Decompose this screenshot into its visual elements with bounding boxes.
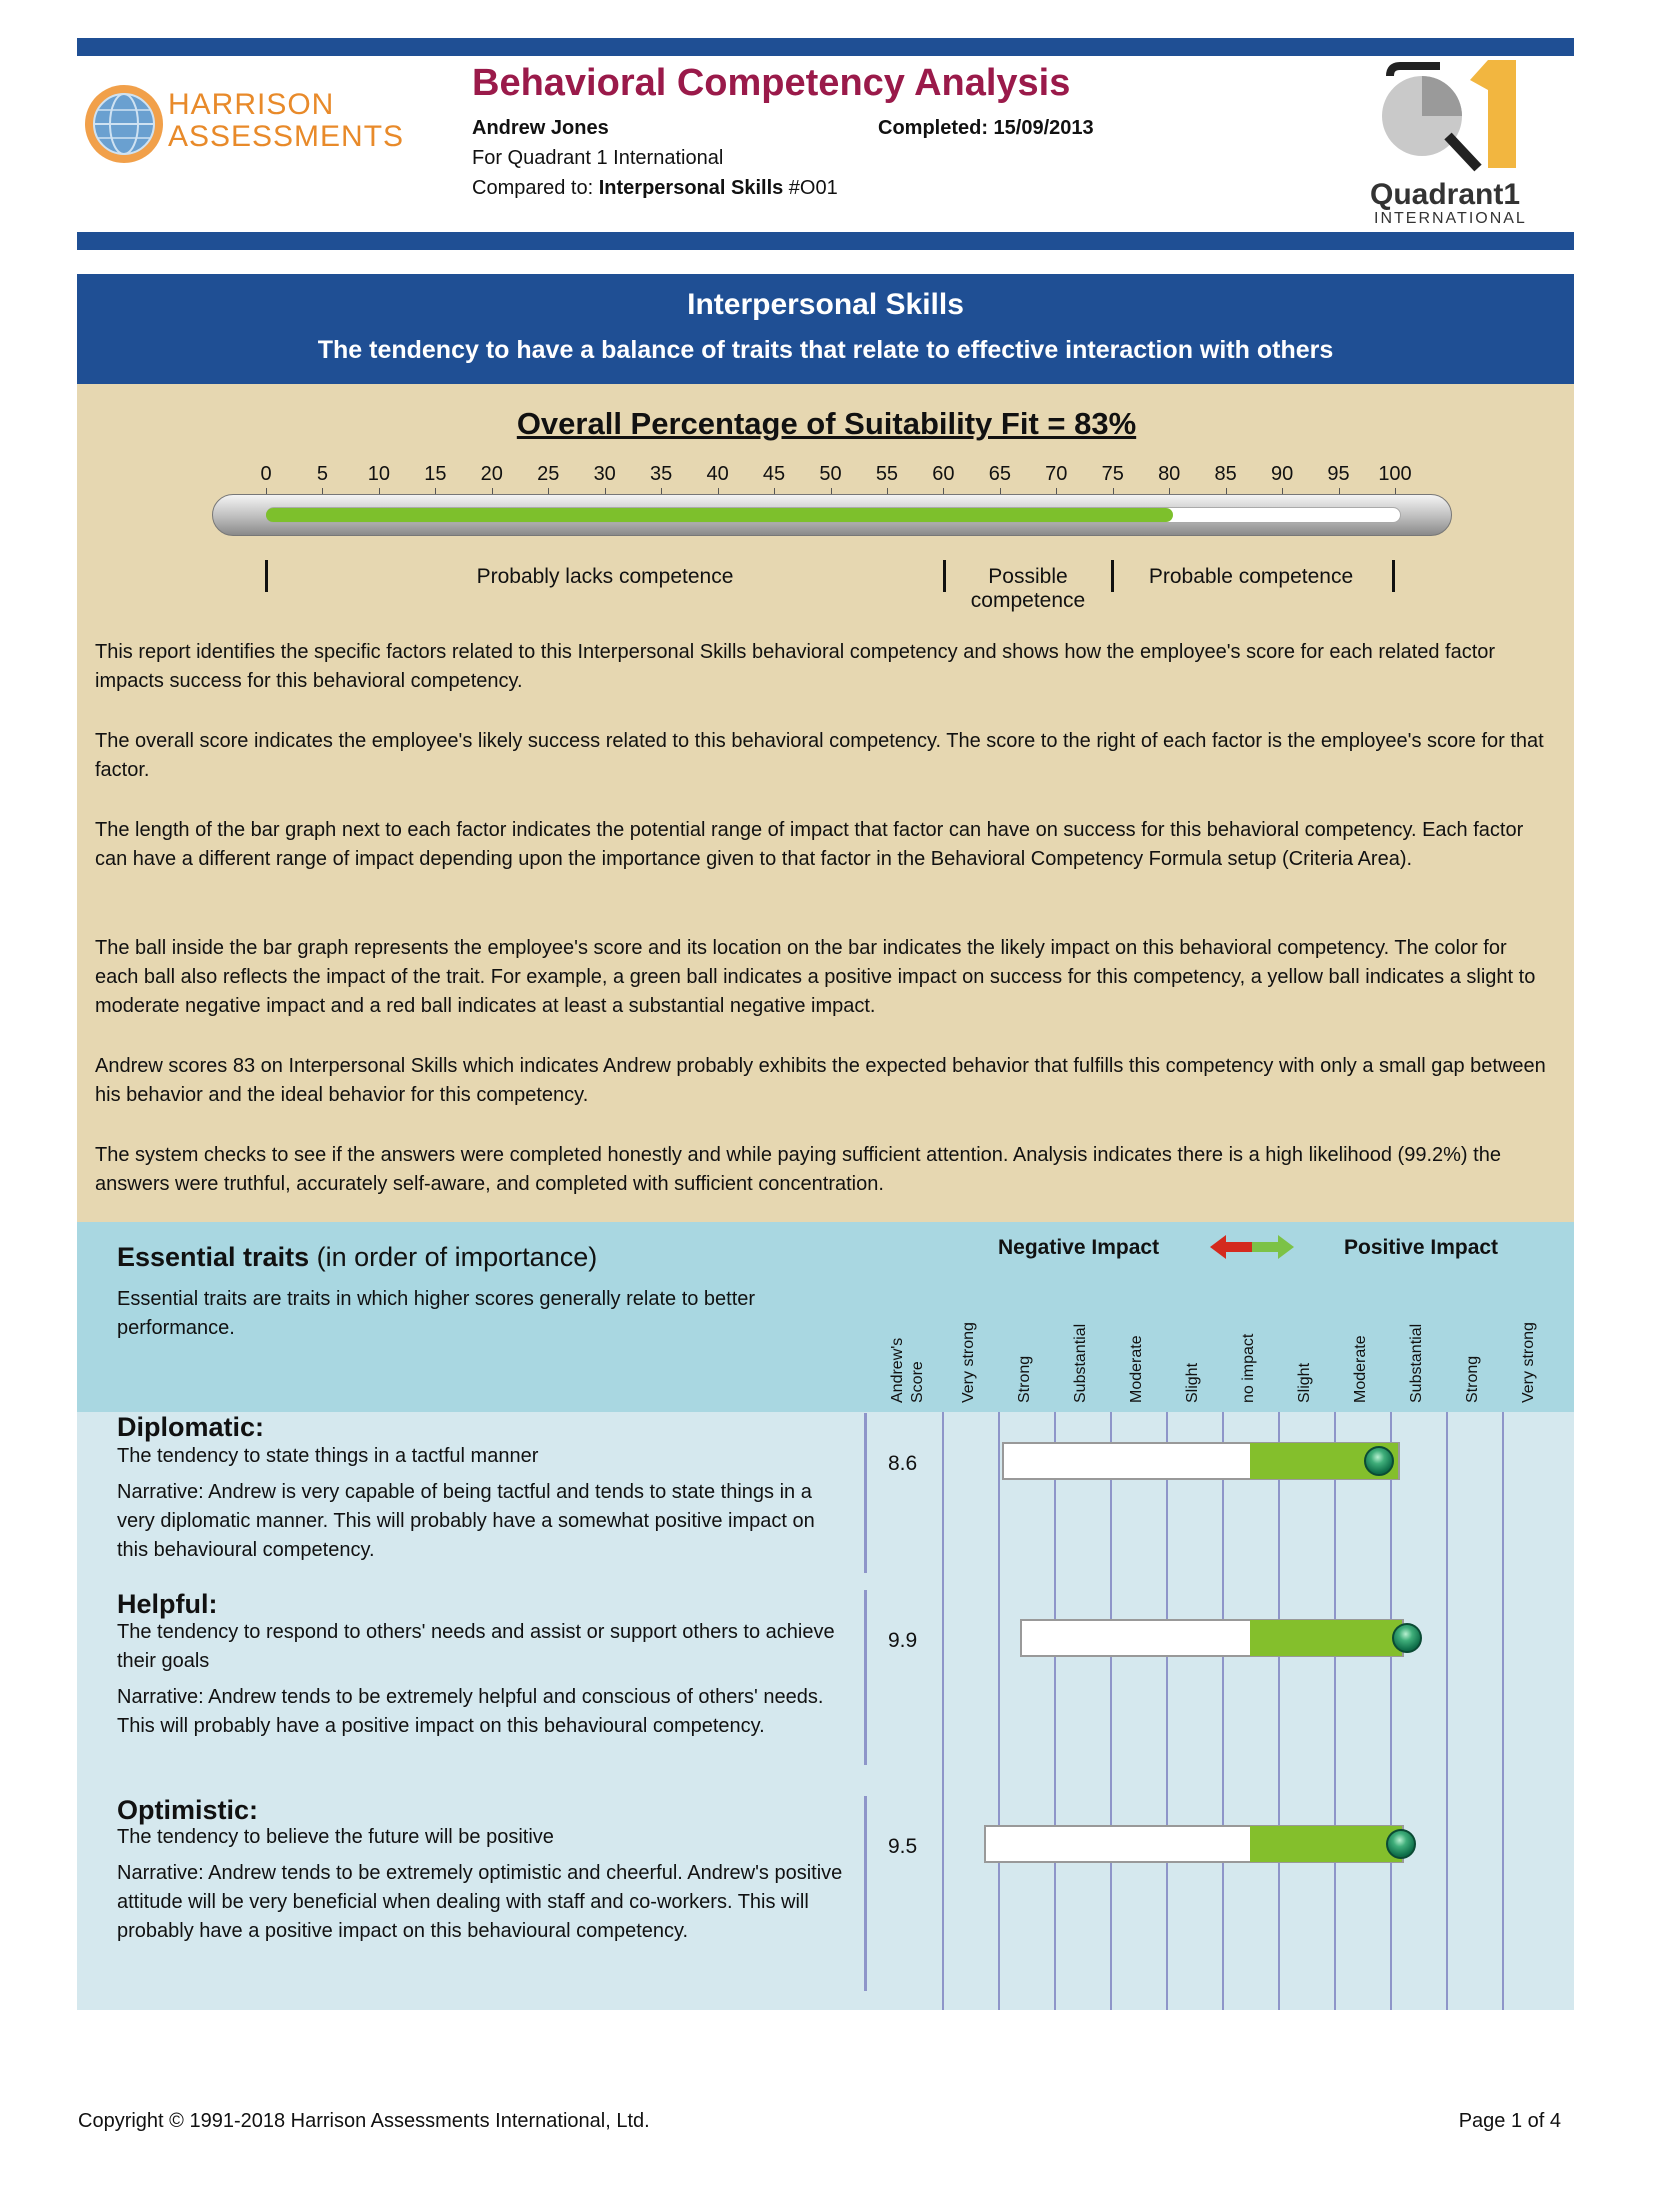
section-title: Interpersonal Skills <box>687 288 964 321</box>
impact-column-line <box>1166 1412 1168 2010</box>
fit-tick-label: 45 <box>762 463 786 485</box>
range-divider-100 <box>1392 560 1395 592</box>
fit-tick-label: 90 <box>1270 463 1294 485</box>
page-title: Behavioral Competency Analysis <box>472 62 1071 104</box>
fit-tick-label: 60 <box>932 463 955 485</box>
score-ball-icon <box>1386 1829 1416 1859</box>
impact-column-label: Substantial <box>1072 1323 1089 1403</box>
range-probable: Probable competence <box>1148 565 1354 588</box>
completed-date: Completed: 15/09/2013 <box>878 117 1094 139</box>
fit-tick-label: 75 <box>1101 463 1124 485</box>
impact-column-label: Very strong <box>960 1322 977 1403</box>
traits-description: Essential traits are traits in which higher scores generally relate to better performance. <box>117 1288 756 1339</box>
compared-code: #O01 <box>783 177 838 199</box>
impact-column-label: Slight <box>1296 1362 1313 1403</box>
impact-column-line <box>998 1412 1000 2010</box>
quadrant1-logo-line2: INTERNATIONAL <box>1374 210 1527 227</box>
traits-title-suffix: (in order of importance) <box>309 1242 598 1272</box>
harrison-logo-line1: HARRISON <box>168 88 335 121</box>
honesty-paragraph: The system checks to see if the answers were completed honestly and while paying sufficient attention. Analysis indicates there is a high likelihood (99.2%) the answers were truthful, accurately self-aware, and completed with sufficient concentration. <box>95 1144 1501 1195</box>
range-lacks: Probably lacks competence <box>476 565 734 588</box>
fit-tick-label: 55 <box>875 463 899 485</box>
fit-tick-label: 0 <box>260 463 272 485</box>
harrison-logo <box>82 80 405 170</box>
for-line: For Quadrant 1 International <box>472 147 724 169</box>
impact-column-label: Strong <box>1464 1355 1481 1403</box>
compared-competency: Interpersonal Skills <box>598 177 784 199</box>
impact-column-label: Substantial <box>1408 1323 1425 1403</box>
score-ball-icon <box>1392 1623 1422 1653</box>
fit-tick-label: 85 <box>1214 463 1237 485</box>
fit-tick-label: 95 <box>1327 463 1350 485</box>
trait-score: 8.6 <box>888 1452 918 1475</box>
compared-line <box>472 173 838 203</box>
positive-impact-label: Positive Impact <box>1344 1236 1499 1259</box>
range-possible-line1: Possible <box>988 565 1068 588</box>
intro-paragraph: This report identifies the specific factors related to this Interpersonal Skills behavioral competency and shows how the employee's score for each related factor impacts success for this behavioral competency. <box>95 641 1496 692</box>
trait-name: Optimistic: <box>117 1795 259 1825</box>
impact-column-line <box>1502 1412 1504 2010</box>
quadrant1-mark-icon <box>1370 56 1530 176</box>
trait-score-divider <box>864 1796 867 1991</box>
trait-score: 9.9 <box>888 1629 918 1652</box>
impact-column-label: Moderate <box>1128 1335 1145 1403</box>
fit-tick-label: 80 <box>1158 463 1181 485</box>
traits-title-bold: Essential traits <box>117 1242 310 1272</box>
impact-column-line <box>1334 1412 1336 2010</box>
score-summary-paragraph: Andrew scores 83 on Interpersonal Skills which indicates Andrew probably exhibits the expected behavior that fulfills this competency with only a small gap between his behavior and the ideal behavior for this competency. <box>95 1055 1546 1106</box>
trait-name: Helpful: <box>117 1589 218 1619</box>
impact-column-line <box>1278 1412 1280 2010</box>
trait-score: 9.5 <box>888 1835 918 1858</box>
range-divider-60 <box>943 560 946 592</box>
section-header <box>77 274 1574 384</box>
quadrant1-logo-line1: Quadrant1 <box>1370 178 1521 211</box>
fit-tick-label: 5 <box>316 463 328 485</box>
fit-tick-label: 35 <box>650 463 673 485</box>
impact-column-line <box>1054 1412 1056 2010</box>
impact-column-label: Slight <box>1184 1362 1201 1403</box>
traits-title <box>117 1242 597 1273</box>
trait-narrative: Narrative: Andrew tends to be extremely optimistic and cheerful. Andrew's positive attitude will be very beneficial when dealing with staff and co-workers. This will probably have a positive impact on this behavioural competency. <box>117 1862 843 1942</box>
harrison-logo-line2: ASSESSMENTS <box>168 120 405 153</box>
fit-tick-label: 20 <box>480 463 503 485</box>
section-subtitle: The tendency to have a balance of traits that relate to effective interaction with others <box>317 336 1334 364</box>
impact-arrows-icon <box>1210 1232 1294 1262</box>
impact-column-label: Very strong <box>1520 1322 1537 1403</box>
trait-score-divider <box>864 1590 867 1765</box>
employee-name: Andrew Jones <box>472 117 609 139</box>
trait-definition: The tendency to respond to others' needs and assist or support others to achieve their goals <box>117 1621 835 1672</box>
score-column-line1: Andrew's <box>889 1337 906 1403</box>
impact-column-label: Strong <box>1016 1355 1033 1403</box>
positive-impact-bar <box>1250 1826 1402 1862</box>
score-column-line2: Score <box>909 1361 926 1403</box>
fit-tick-label: 50 <box>819 463 842 485</box>
impact-column-line <box>1446 1412 1448 2010</box>
copyright: Copyright © 1991-2018 Harrison Assessments International, Ltd. <box>78 2110 650 2132</box>
score-column-label <box>888 1263 926 1403</box>
range-possible-line2: competence <box>970 589 1086 612</box>
fit-tick-label: 65 <box>988 463 1011 485</box>
ball-paragraph: The ball inside the bar graph represents the employee's score and its location on the bar indicates the likely impact on this behavioral competency. The color for each ball also reflects the impact of the trait. For example, a green ball indicates a positive impact on success for this competency, a yellow ball indicates a slight to moderate negative impact and a red ball indicates at least a substantial negative impact. <box>95 937 1536 1017</box>
impact-column-line <box>942 1412 944 2010</box>
negative-impact-label: Negative Impact <box>998 1236 1160 1259</box>
fit-gauge-fill <box>266 508 1173 522</box>
trait-score-divider <box>864 1413 867 1573</box>
impact-column-line <box>1222 1412 1224 2010</box>
overall-score-paragraph: The overall score indicates the employee's likely success related to this behavioral competency. The score to the right of each factor is the employee's score for that factor. <box>95 730 1544 781</box>
trait-narrative: Narrative: Andrew is very capable of being tactful and tends to state things in a very diplomatic manner. This will probably have a somewhat positive impact on this behavioural competency. <box>117 1481 815 1561</box>
fit-tick-label: 15 <box>424 463 447 485</box>
fit-tick-label: 70 <box>1045 463 1068 485</box>
bar-length-paragraph: The length of the bar graph next to each factor indicates the potential range of impact that factor can have on success for this behavioral competency. Each factor can have a different range of impact depending upon the importance given to that factor in the Behavioral Competency Formula setup (Criteria Area). <box>95 819 1524 870</box>
trait-narrative: Narrative: Andrew tends to be extremely helpful and conscious of others' needs. This will probably have a positive impact on this behavioural competency. <box>117 1686 824 1737</box>
globe-icon <box>82 82 166 166</box>
fit-tick-label: 10 <box>367 463 391 485</box>
range-possible <box>948 565 1108 613</box>
impact-column-label: no impact <box>1240 1333 1257 1403</box>
overall-fit-heading: Overall Percentage of Suitability Fit = 83% <box>516 406 1137 441</box>
header-bottom-band <box>77 232 1574 250</box>
trait-definition: The tendency to believe the future will be positive <box>117 1826 554 1848</box>
range-divider-75 <box>1111 560 1114 592</box>
impact-column-line <box>1390 1412 1392 2010</box>
fit-tick-label: 100 <box>1378 463 1412 485</box>
range-divider-0 <box>265 560 268 592</box>
positive-impact-bar <box>1250 1620 1402 1656</box>
page-number: Page 1 of 4 <box>1458 2110 1561 2132</box>
compared-prefix: Compared to: <box>472 177 599 199</box>
fit-tick-label: 25 <box>537 463 560 485</box>
impact-column-label: Moderate <box>1352 1335 1369 1403</box>
top-band <box>77 38 1574 56</box>
impact-column-line <box>1110 1412 1112 2010</box>
fit-tick-label: 40 <box>706 463 729 485</box>
score-ball-icon <box>1364 1446 1394 1476</box>
fit-tick-label: 30 <box>593 463 616 485</box>
trait-definition: The tendency to state things in a tactful manner <box>117 1445 539 1467</box>
quadrant1-logo <box>1370 56 1530 232</box>
trait-name: Diplomatic: <box>117 1412 265 1442</box>
